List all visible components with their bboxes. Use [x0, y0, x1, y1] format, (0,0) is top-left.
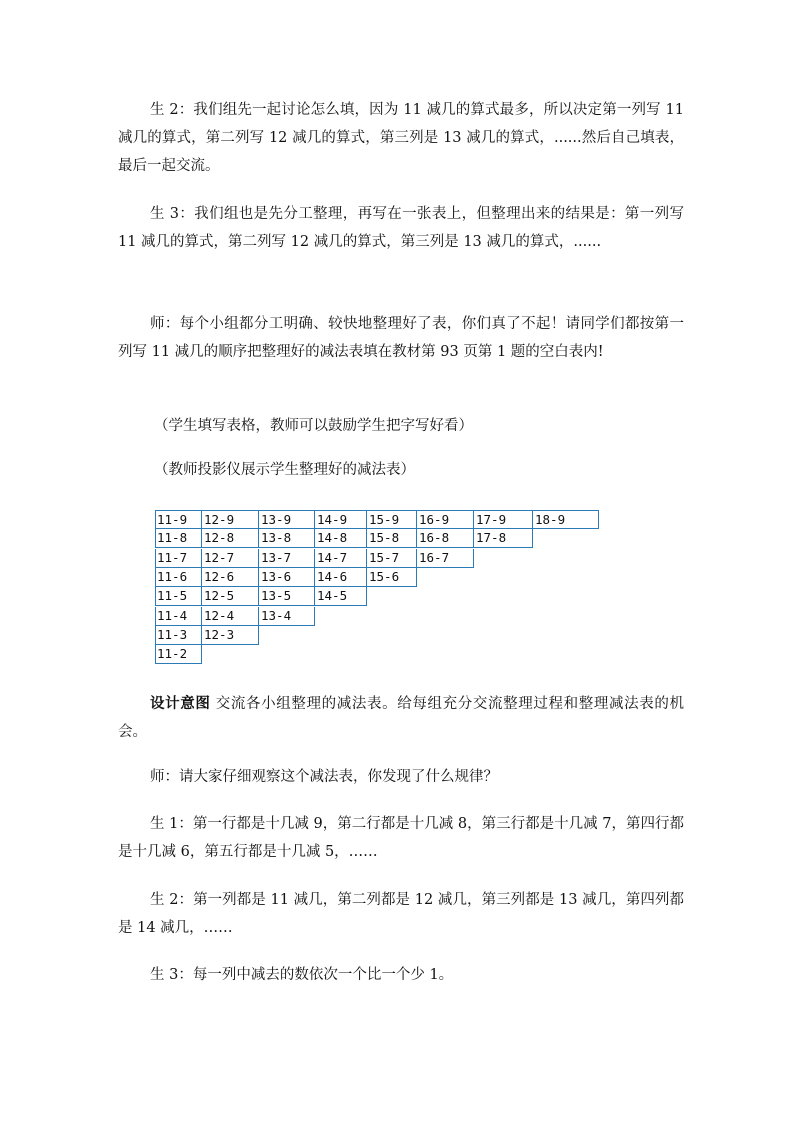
table-cell: 15-7: [367, 549, 417, 568]
table-cell: 11-5: [155, 587, 202, 606]
table-cell: 11-3: [155, 626, 202, 645]
table-cell: 11-6: [155, 568, 202, 587]
table-cell: 11-2: [155, 645, 202, 664]
note-student-fill: （学生填写表格，教师可以鼓励学生把字写好看）: [154, 418, 473, 434]
student2-answer-paragraph: 生 2：我们组先一起讨论怎么填，因为 11 减几的算式最多，所以决定第一列写 11 减几的算式，第二列写 12 减几的算式，第三列是 13 减几的算式，......然后自己填表，最后一起交流。: [118, 102, 684, 174]
table-cell: 14-5: [315, 587, 367, 606]
table-cell: 16-8: [417, 529, 474, 548]
design-intent-label: 设计意图: [150, 695, 211, 712]
table-cell: 11-9: [155, 510, 202, 529]
table-cell: 11-7: [155, 549, 202, 568]
table-cell: 17-9: [474, 510, 533, 529]
teacher-praise-paragraph: 师：每个小组都分工明确、较快地整理好了表，你们真了不起！请同学们都按第一列写 11 减几的顺序把整理好的减法表填在教材第 93 页第 1 题的空白表内!: [118, 316, 684, 360]
note-projector: （教师投影仪展示学生整理好的减法表）: [154, 462, 415, 478]
table-cell: 12-9: [202, 510, 259, 529]
student3-rule-paragraph: 生 3：每一列中减去的数依次一个比一个少 1。: [150, 967, 454, 983]
table-cell: 13-7: [259, 549, 315, 568]
design-intent-text: 交流各小组整理的减法表。给每组充分交流整理过程和整理减法表的机会。: [118, 696, 685, 740]
table-cell: 12-6: [202, 568, 259, 587]
table-cell: 13-4: [259, 607, 315, 626]
table-cell: 11-8: [155, 529, 202, 548]
table-cell: 16-9: [417, 510, 474, 529]
table-cell: 13-8: [259, 529, 315, 548]
table-cell: 15-6: [367, 568, 417, 587]
table-cell: 16-7: [417, 549, 474, 568]
table-cell: 12-3: [202, 626, 259, 645]
subtraction-table: [155, 510, 600, 666]
table-cell: 18-9: [533, 510, 599, 529]
table-cell: 13-6: [259, 568, 315, 587]
student1-rule-paragraph: 生 1：第一行都是十几减 9，第二行都是十几减 8，第三行都是十几减 7，第四行都是十几减 6，第五行都是十几减 5，……: [118, 816, 684, 860]
table-cell: 15-9: [367, 510, 417, 529]
student3-answer-paragraph: 生 3：我们组也是先分工整理，再写在一张表上，但整理出来的结果是：第一列写 11 减几的算式，第二列写 12 减几的算式，第三列是 13 减几的算式，......: [118, 206, 684, 250]
table-cell: 11-4: [155, 607, 202, 626]
table-cell: 13-9: [259, 510, 315, 529]
table-cell: 14-9: [315, 510, 367, 529]
teacher-question-paragraph: 师：请大家仔细观察这个减法表，你发现了什么规律？: [150, 769, 498, 785]
table-cell: 12-8: [202, 529, 259, 548]
table-cell: 13-5: [259, 587, 315, 606]
table-cell: 17-8: [474, 529, 533, 548]
table-cell: 15-8: [367, 529, 417, 548]
design-intent-paragraph: [118, 690, 684, 746]
table-cell: 14-6: [315, 568, 367, 587]
table-cell: 12-7: [202, 549, 259, 568]
table-cell: 12-4: [202, 607, 259, 626]
table-cell: 14-7: [315, 549, 367, 568]
table-cell: 14-8: [315, 529, 367, 548]
table-cell: 12-5: [202, 587, 259, 606]
student2-rule-paragraph: 生 2：第一列都是 11 减几，第二列都是 12 减几，第三列都是 13 减几，第四列都是 14 减几，……: [118, 892, 684, 936]
